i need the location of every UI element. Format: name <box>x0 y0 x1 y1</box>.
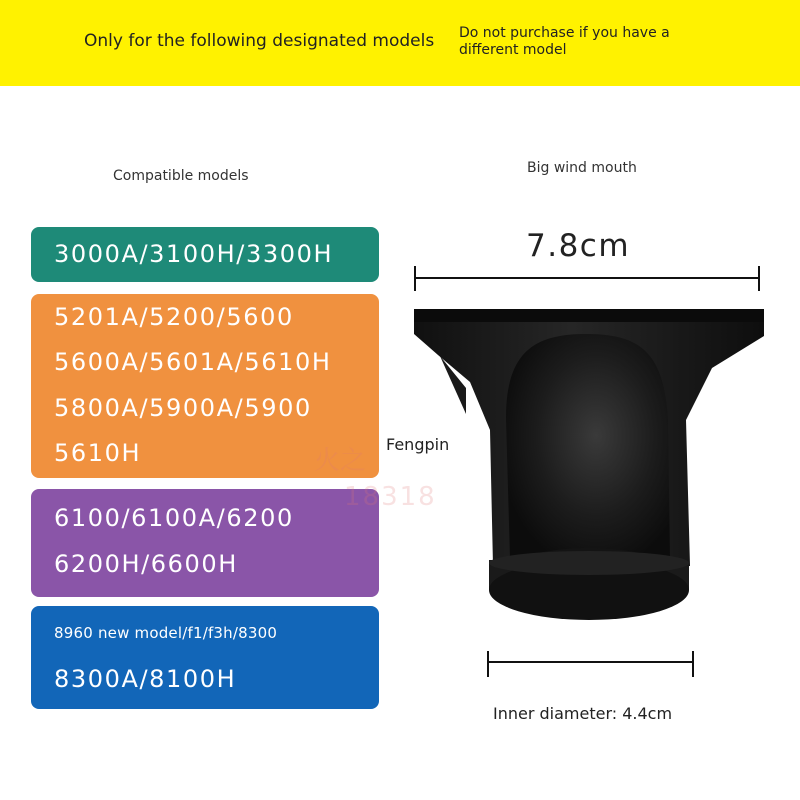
purchase-warning: Do not purchase if you have a different model <box>459 25 670 58</box>
model-line: 6100/6100A/6200 <box>54 504 294 532</box>
model-line: 8300A/8100H <box>54 665 237 693</box>
model-line: 8960 new model/f1/f3h/8300 <box>54 624 278 642</box>
model-line: 5600A/5601A/5610H <box>54 348 332 376</box>
watermark: 火之 <box>314 446 367 476</box>
watermark: 18318 <box>344 482 437 512</box>
big-wind-mouth-label: Big wind mouth <box>527 160 637 176</box>
model-line: 6200H/6600H <box>54 550 238 578</box>
model-line: 5201A/5200/5600 <box>54 303 294 331</box>
outer-width-dimension <box>415 266 759 291</box>
model-line: 5800A/5900A/5900 <box>54 394 312 422</box>
compatible-models-label: Compatible models <box>113 168 249 184</box>
brand-label: Fengpin <box>386 435 450 454</box>
nozzle-body <box>414 309 764 620</box>
outer-width-label: 7.8cm <box>526 228 631 264</box>
model-line: 5610H <box>54 439 142 467</box>
model-line: 3000A/3100H/3300H <box>54 240 334 268</box>
inner-diameter-dimension <box>488 651 693 677</box>
inner-diameter-label: Inner diameter: 4.4cm <box>493 704 673 723</box>
designated-models-notice: Only for the following designated models <box>84 31 435 51</box>
